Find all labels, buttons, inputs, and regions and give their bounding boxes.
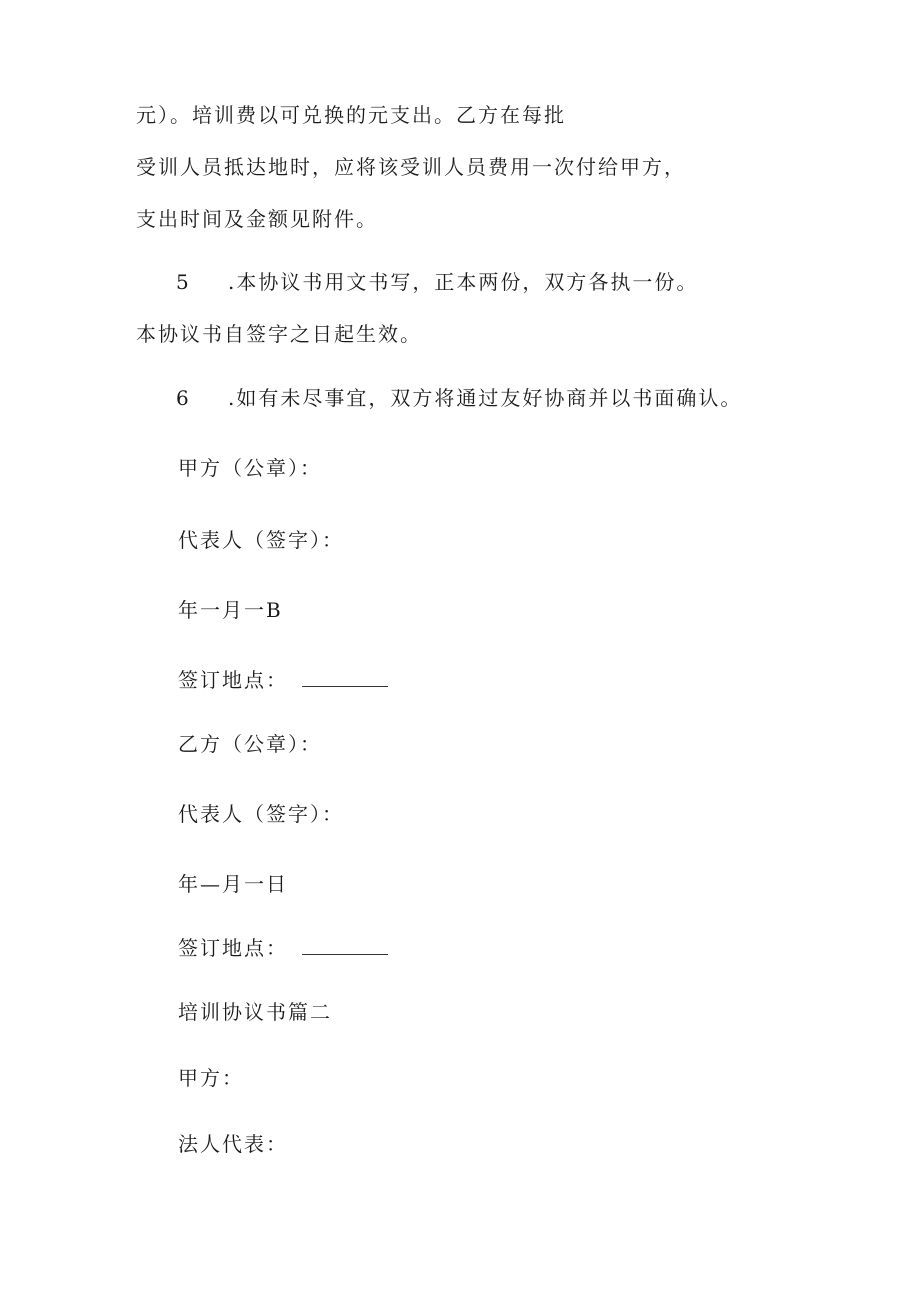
body-text-line: 支出时间及金额见附件。	[136, 207, 378, 231]
party-a-place-row	[178, 668, 388, 692]
party-b-rep-label: 代表人（签字）：	[178, 802, 344, 826]
body-text-line: 元）。培训费以可兑换的元支出。乙方在每批	[136, 103, 566, 127]
party-a-seal-label: 甲方（公章）：	[178, 456, 322, 480]
clause-number: 5	[176, 270, 189, 294]
place-blank-line	[302, 938, 388, 955]
section-title: 培训协议书篇二	[178, 1000, 332, 1024]
clause-text: .本协议书用文书写，正本两份，双方各执一份。	[228, 270, 699, 294]
body-text-line: 受训人员抵达地时，应将该受训人员费用一次付给甲方，	[136, 155, 686, 179]
body-text-line: 本协议书自签字之日起生效。	[136, 322, 422, 346]
party-b-seal-label: 乙方（公章）：	[178, 732, 322, 756]
party-a-label: 甲方：	[178, 1066, 244, 1090]
party-a-place-label: 签订地点：	[178, 668, 288, 692]
place-blank-line	[302, 670, 388, 687]
party-b-date-label: 年—月一日	[178, 872, 288, 896]
legal-rep-label: 法人代表：	[178, 1132, 288, 1156]
clause-number: 6	[176, 386, 189, 410]
party-a-date-label: 年一月一B	[178, 598, 283, 622]
party-b-place-label: 签订地点：	[178, 936, 288, 960]
party-a-rep-label: 代表人（签字）：	[178, 528, 344, 552]
party-b-place-row	[178, 936, 388, 960]
clause-text: .如有未尽事宜，双方将通过友好协商并以书面确认。	[228, 386, 743, 410]
